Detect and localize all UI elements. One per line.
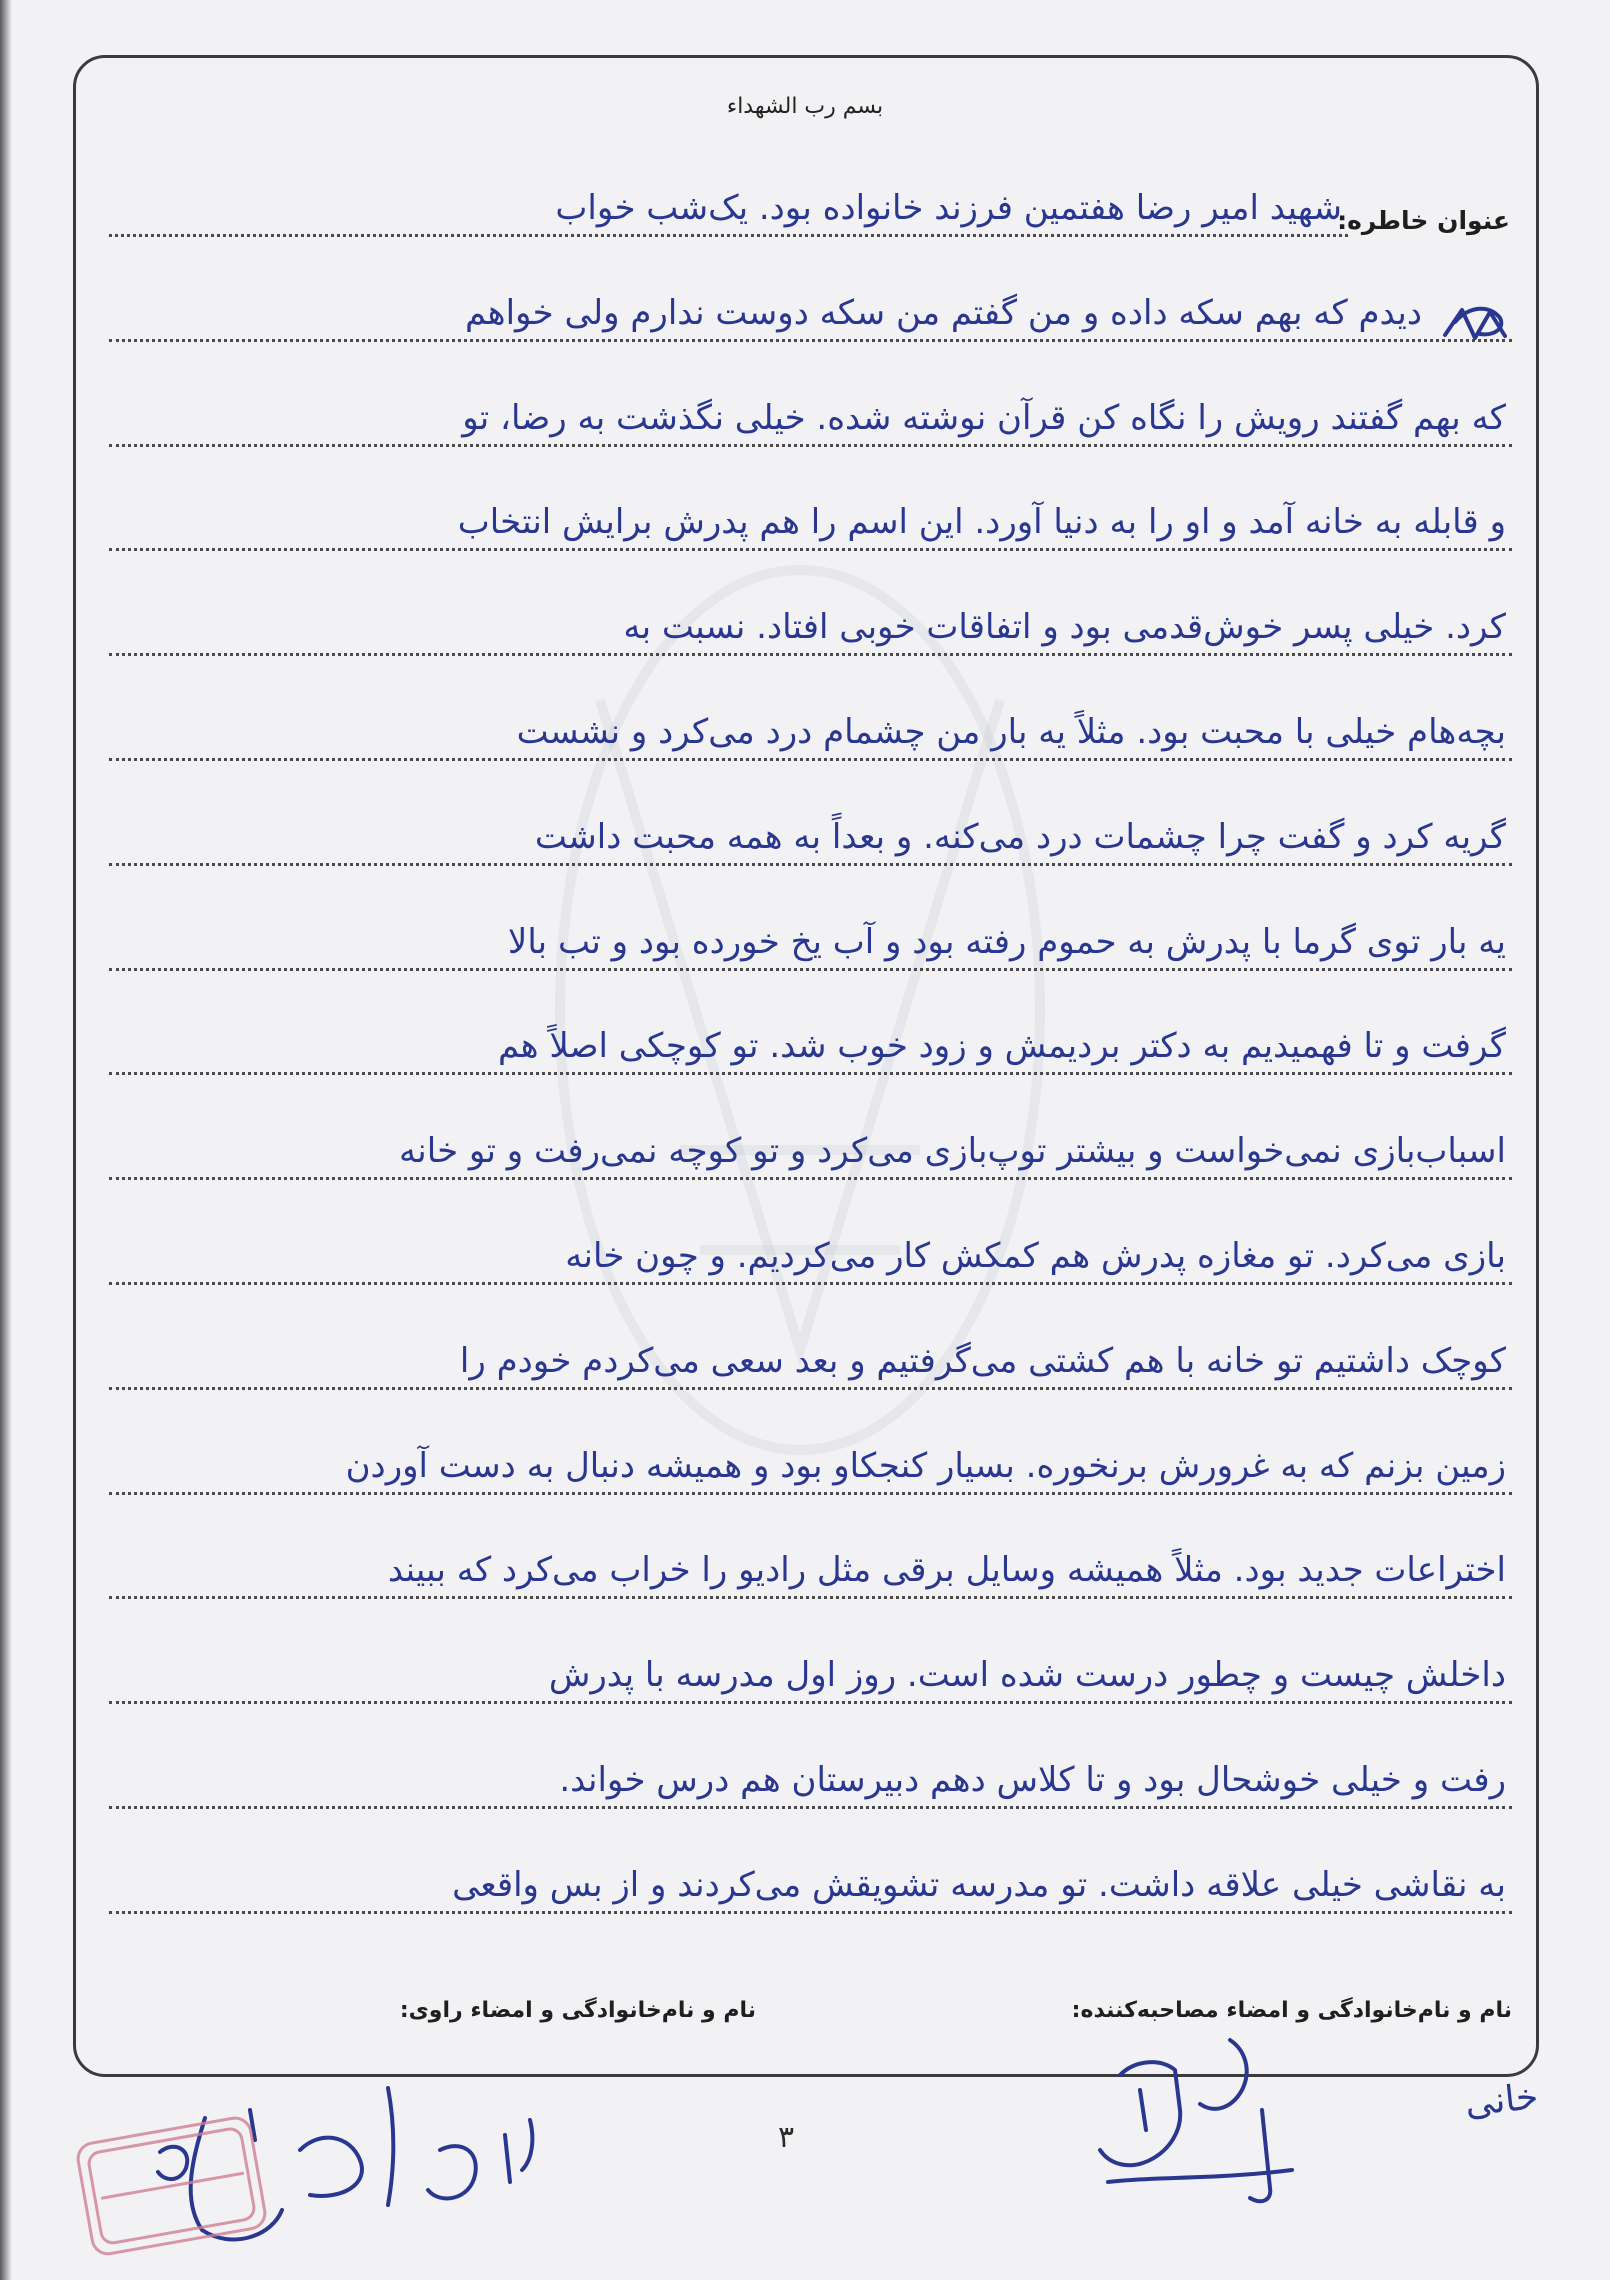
memoir-title-label: عنوان خاطره: — [1337, 206, 1510, 235]
handwritten-text: داخلش چیست و چطور درست شده است. روز اول مدرسه با پدرش — [548, 1655, 1506, 1695]
handwritten-text: کوچک داشتیم تو خانه با هم کشتی می‌گرفتیم و بعد سعی می‌کردم خودم را — [459, 1341, 1506, 1381]
memoir-line — [109, 1742, 1512, 1809]
handwritten-text: اسباب‌بازی نمی‌خواست و بیشتر توپ‌بازی می‌کرد و تو کوچه نمی‌رفت و تو خانه — [399, 1131, 1506, 1171]
handwritten-text: گرفت و تا فهمیدیم به دکتر بردیمش و زود خوب شد. تو کوچکی اصلاً هم — [498, 1026, 1506, 1066]
handwritten-text: یه بار توی گرما با پدرش به حموم رفته بود و آب یخ خورده بود و تب بالا — [507, 922, 1506, 962]
handwritten-text: شهید امیر رضا هفتمین فرزند خانواده بود. یک‌شب خواب — [555, 188, 1342, 228]
memoir-line — [109, 1637, 1512, 1704]
narrator-signature-label: نام و نام‌خانوادگی و امضاء راوی: — [399, 1998, 756, 2023]
handwritten-name: خانی — [1462, 2076, 1540, 2125]
basmala-heading: بسم رب الشهداء — [726, 94, 884, 119]
memoir-line — [109, 1008, 1512, 1075]
page-number: ۳ — [778, 2120, 795, 2155]
memoir-line — [109, 275, 1512, 342]
memoir-line — [109, 170, 1348, 237]
handwritten-text: گریه کرد و گفت چرا چشمات درد می‌کنه. و بعداً به همه محبت داشت — [534, 817, 1506, 857]
memoir-line — [109, 904, 1512, 971]
handwritten-text: بچه‌هام خیلی با محبت بود. مثلاً یه بار من چشمام درد می‌کرد و نشست — [516, 712, 1506, 752]
memoir-line — [109, 1323, 1512, 1390]
memoir-line — [109, 1218, 1512, 1285]
handwritten-text: به نقاشی خیلی علاقه داشت. تو مدرسه تشویقش می‌کردند و از بس واقعی — [452, 1865, 1506, 1905]
memoir-line — [109, 1428, 1512, 1495]
handwritten-text: اختراعات جدید بود. مثلاً همیشه وسایل برقی مثل رادیو را خراب می‌کرد که ببیند — [387, 1550, 1506, 1590]
handwritten-text: که بهم گفتند رویش را نگاه کن قرآن نوشته شده. خیلی نگذشت به رضا، تو — [462, 398, 1506, 438]
handwritten-text: و قابله به خانه آمد و او را به دنیا آورد. این اسم را هم پدرش برایش انتخاب — [457, 502, 1506, 542]
memoir-line — [109, 380, 1512, 447]
memoir-line — [109, 694, 1512, 761]
memoir-line — [109, 484, 1512, 551]
handwritten-text: رفت و خیلی خوشحال بود و تا کلاس دهم دبیرستان هم درس خواند. — [559, 1760, 1506, 1800]
memoir-line — [109, 589, 1512, 656]
memoir-line — [109, 799, 1512, 866]
handwritten-text: بازی می‌کرد. تو مغازه پدرش هم کمکش کار می‌کردیم. و چون خانه — [565, 1236, 1506, 1276]
handwritten-text: زمین بزنم که به غرورش برنخوره. بسیار کنجکاو بود و همیشه دنبال به دست آوردن — [345, 1446, 1506, 1486]
handwritten-text: دیدم که بهم سکه داده و من گفتم من سکه دوست ندارم ولی خواهم — [465, 293, 1422, 333]
scan-edge-shadow — [0, 0, 12, 2280]
memoir-line — [109, 1113, 1512, 1180]
memoir-line — [109, 1847, 1512, 1914]
handwritten-text: کرد. خیلی پسر خوش‌قدمی بود و اتفاقات خوبی افتاد. نسبت به — [623, 607, 1506, 647]
interviewer-signature-label: نام و نام‌خانوادگی و امضاء مصاحبه‌کننده: — [1071, 1998, 1512, 2023]
memoir-line — [109, 1532, 1512, 1599]
